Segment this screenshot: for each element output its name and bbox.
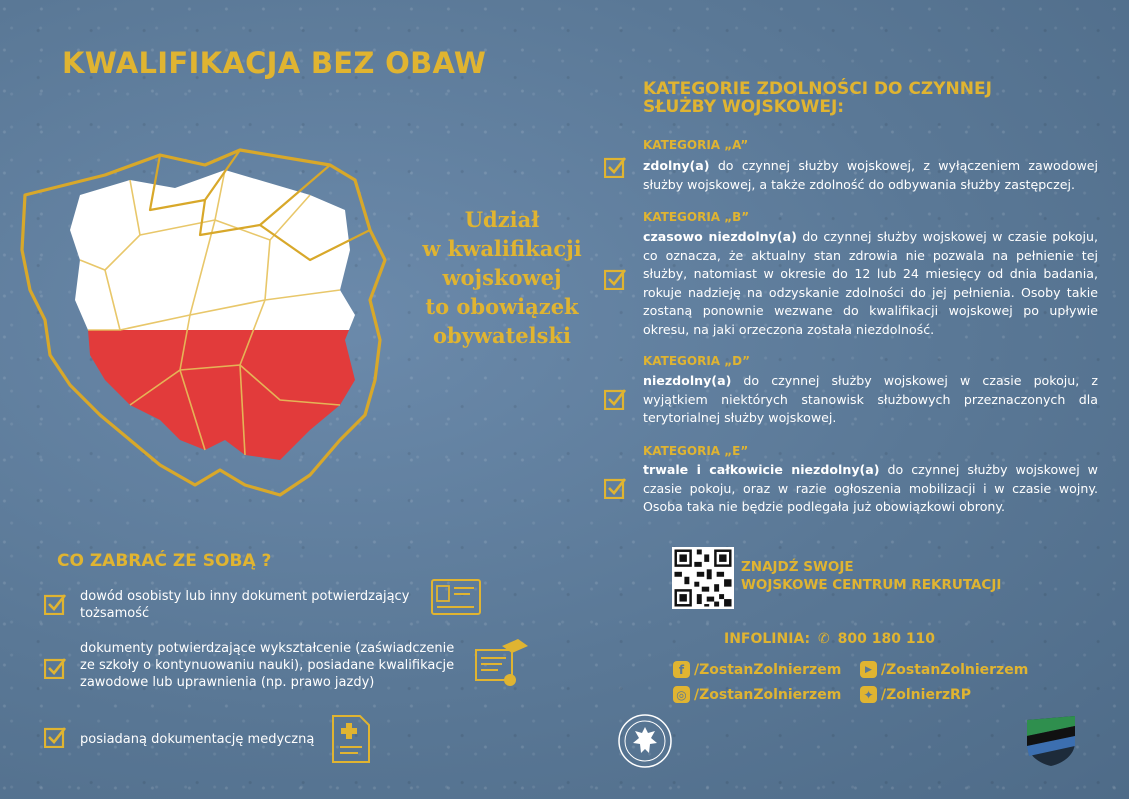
bring-item: dokumenty potwierdzające wykształcenie (zaświadczenie ze szkoły o kontynuowaniu nauki), posiadane kwalifikacje zawodowe lub uprawnienia (np. prawo jazdy) bbox=[80, 641, 455, 690]
hotline bbox=[724, 631, 935, 647]
checkbox-icon bbox=[604, 268, 626, 290]
category-d-desc: do czynnej służby wojskowej w czasie pokoju, z wyjątkiem niektórych stanowisk służbowych przeznaczonych dla terytorialnej służby wojskowej. bbox=[643, 373, 1098, 425]
social-handle: /ZolnierzRP bbox=[881, 686, 972, 703]
social-twitter[interactable] bbox=[860, 686, 971, 703]
phone-icon: ✆ bbox=[818, 631, 830, 647]
category-a-bold: zdolny(a) bbox=[643, 158, 710, 173]
social-youtube[interactable] bbox=[860, 661, 1028, 678]
social-instagram[interactable] bbox=[673, 686, 841, 703]
checkbox-icon bbox=[604, 156, 626, 178]
facebook-icon: f bbox=[673, 661, 690, 678]
category-d-text bbox=[643, 372, 1098, 428]
bring-item: posiadaną dokumentację medyczną bbox=[80, 732, 315, 747]
slogan-line: to obowiązek bbox=[425, 294, 579, 319]
categories-heading-line: SŁUŻBY WOJSKOWEJ: bbox=[643, 97, 845, 117]
category-d-label: KATEGORIA „D” bbox=[643, 354, 750, 368]
military-emblem-logo bbox=[617, 713, 673, 769]
qr-code[interactable] bbox=[672, 547, 734, 609]
social-handle: /ZostanZolnierzem bbox=[694, 661, 842, 678]
qr-text-line: WOJSKOWE CENTRUM REKRUTACJI bbox=[741, 577, 1002, 593]
hotline-number[interactable]: 800 180 110 bbox=[837, 631, 936, 647]
checkbox-icon bbox=[44, 726, 66, 748]
poland-map bbox=[10, 140, 390, 510]
category-b-bold: czasowo niezdolny(a) bbox=[643, 229, 797, 244]
page-title: KWALIFIKACJA BEZ OBAW bbox=[62, 46, 487, 80]
bring-heading: CO ZABRAĆ ZE SOBĄ ? bbox=[57, 551, 272, 571]
category-e-text bbox=[643, 461, 1098, 517]
slogan-line: w kwalifikacji bbox=[422, 236, 582, 261]
category-e-label: KATEGORIA „E” bbox=[643, 444, 749, 458]
hotline-label: INFOLINIA: bbox=[724, 631, 811, 647]
category-b-desc: do czynnej służby wojskowej w czasie pokoju, co oznacza, że aktualny stan zdrowia nie pozwala na pełnienie tej służby, natomiast w okresie do 12 lub 24 miesięcy od dnia badania, rokuje nadzieję na odzyskanie zdolności do jej pełnienia. Osoby takie zostaną ponownie wezwane do kwalifikacji wojskowej po upływie okresu, na jaki orzeczona została niezdolność. bbox=[643, 229, 1098, 337]
category-a-desc: do czynnej służby wojskowej, z wyłączeniem zawodowej służby wojskowej, a także zdolność do odbywania służby zastępczej. bbox=[643, 158, 1098, 192]
slogan-line: obywatelski bbox=[433, 323, 571, 348]
checkbox-icon bbox=[604, 388, 626, 410]
slogan-line: Udział bbox=[464, 207, 540, 232]
category-a-text bbox=[643, 157, 1098, 194]
category-e-bold: trwale i całkowicie niezdolny(a) bbox=[643, 462, 880, 477]
categories-heading-line: KATEGORIE ZDOLNOŚCI DO CZYNNEJ bbox=[643, 79, 992, 99]
checkbox-icon bbox=[604, 477, 626, 499]
checkbox-icon bbox=[44, 657, 66, 679]
category-a-label: KATEGORIA „A” bbox=[643, 138, 749, 152]
category-e-desc: do czynnej służby wojskowej w czasie pokoju, oraz w razie ogłoszenia mobilizacji i w czasie wojny. Osoba taka nie będzie podlegała już obowiązkowi obrony. bbox=[643, 462, 1098, 514]
diploma-icon bbox=[472, 636, 530, 692]
instagram-icon: ◎ bbox=[673, 686, 690, 703]
medical-document-icon bbox=[330, 713, 372, 765]
bring-item: dowód osobisty lub inny dokument potwierdzający tożsamość bbox=[80, 589, 410, 621]
social-facebook[interactable] bbox=[673, 661, 841, 678]
category-b-label: KATEGORIA „B” bbox=[643, 210, 750, 224]
territorial-defence-shield-logo bbox=[1023, 712, 1079, 768]
twitter-icon: ✦ bbox=[860, 686, 877, 703]
category-d-bold: niezdolny(a) bbox=[643, 373, 732, 388]
youtube-icon: ▶ bbox=[860, 661, 877, 678]
qr-text-line: ZNAJDŹ SWOJE bbox=[741, 559, 854, 575]
id-card-icon bbox=[430, 578, 482, 616]
slogan bbox=[404, 205, 600, 350]
social-handle: /ZostanZolnierzem bbox=[881, 661, 1029, 678]
social-handle: /ZostanZolnierzem bbox=[694, 686, 842, 703]
recruitment-center-link[interactable] bbox=[741, 558, 1001, 594]
categories-heading bbox=[643, 80, 1063, 116]
category-b-text bbox=[643, 228, 1098, 339]
checkbox-icon bbox=[44, 593, 66, 615]
slogan-line: wojskowej bbox=[442, 265, 562, 290]
